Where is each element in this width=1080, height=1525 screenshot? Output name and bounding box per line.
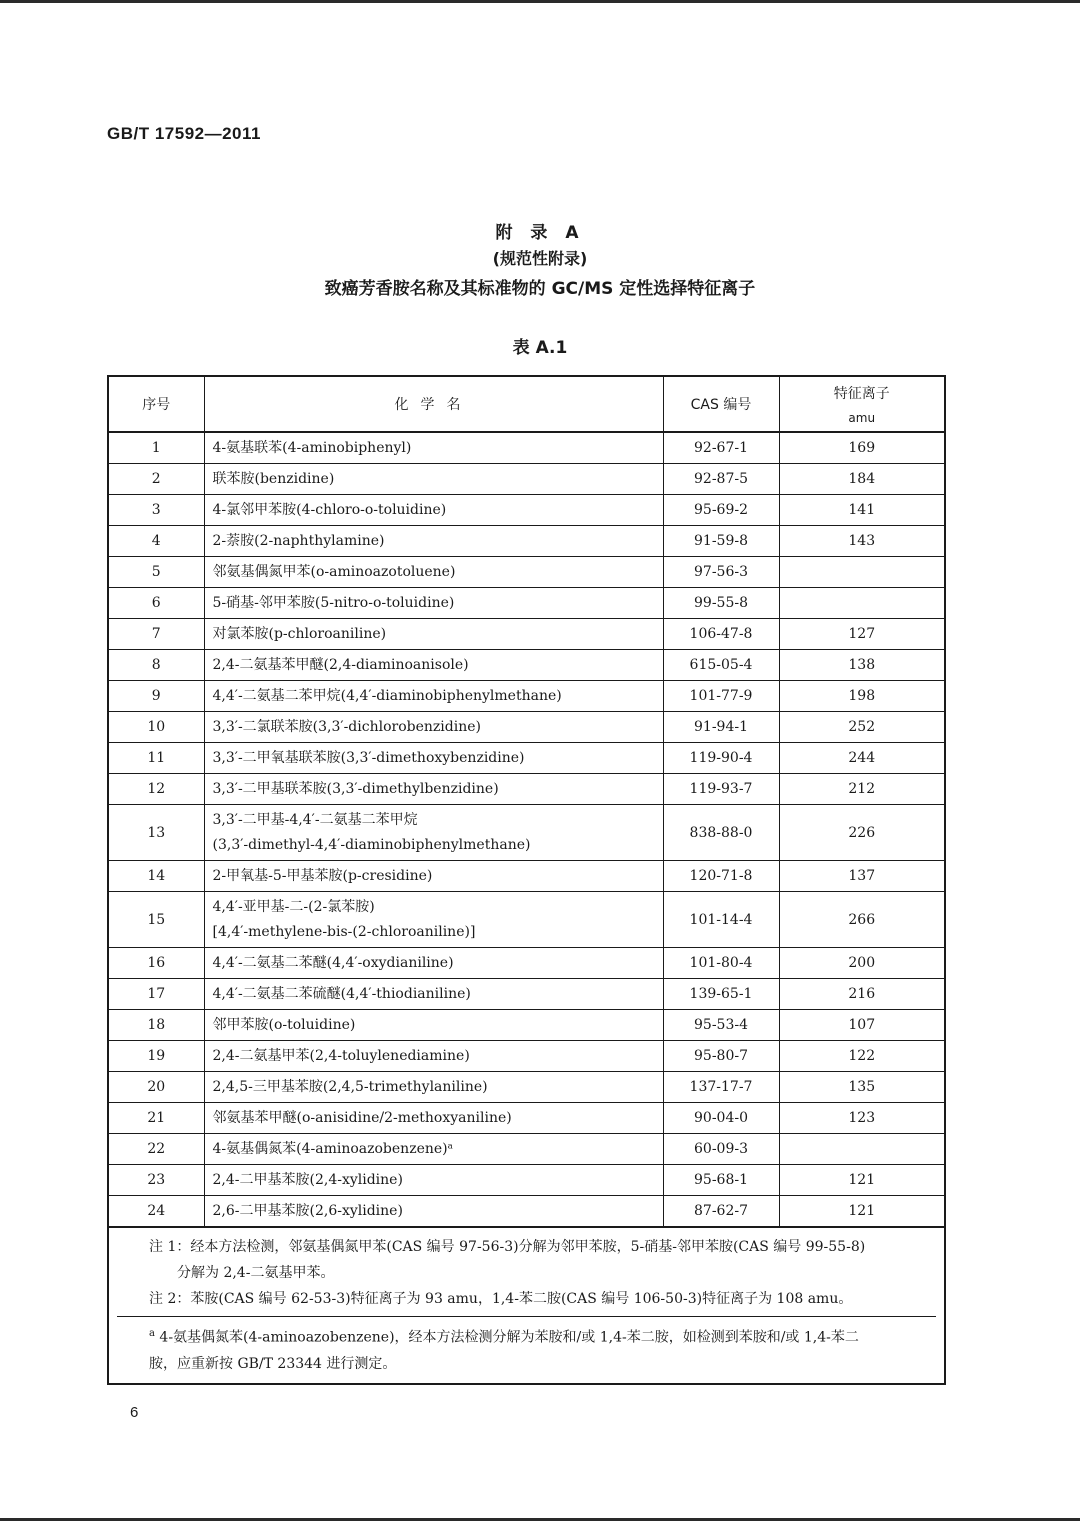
- appendix-title: 附 录 A: [495, 223, 585, 243]
- cell-index: 13: [108, 805, 204, 861]
- chemical-name-line: 2,4-二氨基甲苯(2,4-toluylenediamine): [212, 1047, 470, 1064]
- table-row: [108, 1165, 945, 1196]
- cell-cas: 838-88-0: [663, 805, 779, 861]
- table-row: [108, 774, 945, 805]
- cell-ion: 122: [779, 1041, 945, 1072]
- cell-cas: 101-77-9: [663, 681, 779, 712]
- cell-index: 1: [108, 432, 204, 464]
- table-row: [108, 948, 945, 979]
- cell-cas: 60-09-3: [663, 1134, 779, 1165]
- cell-index: 20: [108, 1072, 204, 1103]
- cell-cas: 95-53-4: [663, 1010, 779, 1041]
- table-row: [108, 1196, 945, 1228]
- cell-cas: 139-65-1: [663, 979, 779, 1010]
- cell-chemical-name: [204, 1165, 663, 1196]
- cell-ion: 127: [779, 619, 945, 650]
- chemical-name-line: (3,3′-dimethyl-4,4′-diaminobiphenylmethane): [212, 836, 531, 853]
- cell-index: 17: [108, 979, 204, 1010]
- cell-ion: 141: [779, 495, 945, 526]
- bottom-border-rule: [0, 1518, 1080, 1521]
- cell-ion: [779, 557, 945, 588]
- footnote-line-2: 胺，应重新按 GB/T 23344 进行测定。: [149, 1355, 397, 1372]
- table-header: [108, 376, 945, 432]
- chemical-name-line: 2,4-二氨基苯甲醚(2,4-diaminoanisole): [212, 656, 469, 673]
- table-row: [108, 1010, 945, 1041]
- cell-index: 7: [108, 619, 204, 650]
- cell-ion: 252: [779, 712, 945, 743]
- table-row: [108, 979, 945, 1010]
- table-row: [108, 892, 945, 948]
- cell-chemical-name: [204, 619, 663, 650]
- cell-index: 23: [108, 1165, 204, 1196]
- chemical-name-line: 3,3′-二甲基联苯胺(3,3′-dimethylbenzidine): [212, 780, 499, 797]
- table-row: [108, 1041, 945, 1072]
- note-1-line-2: 分解为 2,4-二氨基甲苯。: [177, 1265, 335, 1281]
- chemical-name-line: 邻甲苯胺(o-toluidine): [212, 1016, 356, 1033]
- cell-cas: 119-90-4: [663, 743, 779, 774]
- cell-chemical-name: [204, 1134, 663, 1165]
- chemical-name-line: 4-氯邻甲苯胺(4-chloro-o-toluidine): [212, 501, 447, 518]
- cell-ion: 137: [779, 861, 945, 892]
- chemical-name-line: 5-硝基-邻甲苯胺(5-nitro-o-toluidine): [212, 594, 455, 611]
- footnote-mark: a: [149, 1328, 155, 1339]
- cell-chemical-name: [204, 743, 663, 774]
- cell-ion: 216: [779, 979, 945, 1010]
- table-notes: [108, 1227, 945, 1384]
- appendix-type: (规范性附录): [492, 249, 588, 268]
- amine-table-container: [107, 375, 944, 1385]
- header-ion: [779, 376, 945, 432]
- cell-index: 19: [108, 1041, 204, 1072]
- table-title: 表 A.1: [512, 338, 568, 358]
- cell-cas: 95-80-7: [663, 1041, 779, 1072]
- cell-cas: 91-59-8: [663, 526, 779, 557]
- cell-ion: 138: [779, 650, 945, 681]
- header-cas: CAS 编号: [663, 376, 779, 432]
- cell-chemical-name: [204, 892, 663, 948]
- cell-ion: 198: [779, 681, 945, 712]
- chemical-name-line: 邻氨基偶氮甲苯(o-aminoazotoluene): [212, 563, 456, 580]
- notes-cell: [108, 1227, 945, 1384]
- cell-index: 15: [108, 892, 204, 948]
- document-code: GB/T 17592—2011: [107, 124, 261, 143]
- table-row: [108, 681, 945, 712]
- cell-index: 10: [108, 712, 204, 743]
- footnote-line-1: 4-氨基偶氮苯(4-aminoazobenzene)，经本方法检测分解为苯胺和/或 1,4-苯二胺，如检测到苯胺和/或 1,4-苯二: [159, 1329, 859, 1346]
- cell-chemical-name: [204, 1010, 663, 1041]
- cell-cas: 119-93-7: [663, 774, 779, 805]
- cell-index: 5: [108, 557, 204, 588]
- table-row: [108, 1134, 945, 1165]
- cell-chemical-name: [204, 650, 663, 681]
- cell-chemical-name: [204, 805, 663, 861]
- cell-index: 16: [108, 948, 204, 979]
- cell-chemical-name: [204, 861, 663, 892]
- cell-chemical-name: [204, 432, 663, 464]
- cell-chemical-name: [204, 681, 663, 712]
- cell-ion: [779, 588, 945, 619]
- top-border-rule: [0, 0, 1080, 3]
- cell-index: 14: [108, 861, 204, 892]
- chemical-name-line: 2-萘胺(2-naphthylamine): [212, 532, 385, 549]
- cell-index: 2: [108, 464, 204, 495]
- chemical-name-line: 2,4-二甲基苯胺(2,4-xylidine): [212, 1171, 403, 1188]
- note-1: [149, 1234, 936, 1260]
- cell-ion: 143: [779, 526, 945, 557]
- cell-ion: 121: [779, 1196, 945, 1228]
- chemical-name-line: 4-氨基联苯(4-aminobiphenyl): [212, 439, 412, 456]
- cell-chemical-name: [204, 774, 663, 805]
- cell-ion: 266: [779, 892, 945, 948]
- chemical-name-line: 3,3′-二氯联苯胺(3,3′-dichlorobenzidine): [212, 718, 481, 735]
- cell-chemical-name: [204, 1196, 663, 1228]
- cell-cas: 101-14-4: [663, 892, 779, 948]
- cell-cas: 91-94-1: [663, 712, 779, 743]
- cell-cas: 137-17-7: [663, 1072, 779, 1103]
- note-2: 注 2：苯胺(CAS 编号 62-53-3)特征离子为 93 amu，1,4-苯二胺(CAS 编号 106-50-3)特征离子为 108 amu。: [149, 1291, 853, 1307]
- cell-index: 21: [108, 1103, 204, 1134]
- chemical-name-line: 联苯胺(benzidine): [212, 470, 335, 487]
- table-row: [108, 495, 945, 526]
- cell-index: 9: [108, 681, 204, 712]
- chemical-name-line: 2-甲氧基-5-甲基苯胺(p-cresidine): [212, 867, 433, 884]
- cell-index: 8: [108, 650, 204, 681]
- chemical-name-line: 2,4,5-三甲基苯胺(2,4,5-trimethylaniline): [212, 1078, 488, 1095]
- cell-cas: 95-68-1: [663, 1165, 779, 1196]
- cell-chemical-name: [204, 495, 663, 526]
- cell-chemical-name: [204, 1041, 663, 1072]
- chemical-name-line: 3,3′-二甲基-4,4′-二氨基二苯甲烷: [212, 811, 418, 828]
- cell-ion: 107: [779, 1010, 945, 1041]
- table-row: [108, 1072, 945, 1103]
- cell-cas: 106-47-8: [663, 619, 779, 650]
- cell-index: 12: [108, 774, 204, 805]
- note-1-line-1: 注 1：经本方法检测，邻氨基偶氮甲苯(CAS 编号 97-56-3)分解为邻甲苯胺，5-硝基-邻甲苯胺(CAS 编号 99-55-8): [149, 1239, 866, 1255]
- cell-chemical-name: [204, 1103, 663, 1134]
- table-row: [108, 464, 945, 495]
- cell-ion: 184: [779, 464, 945, 495]
- cell-ion: 135: [779, 1072, 945, 1103]
- table-row: [108, 650, 945, 681]
- cell-cas: 99-55-8: [663, 588, 779, 619]
- table-row: [108, 805, 945, 861]
- chemical-name-line: 邻氨基苯甲醚(o-anisidine/2-methoxyaniline): [212, 1109, 512, 1126]
- cell-cas: 87-62-7: [663, 1196, 779, 1228]
- cell-ion: [779, 1134, 945, 1165]
- cell-cas: 92-67-1: [663, 432, 779, 464]
- cell-index: 4: [108, 526, 204, 557]
- cell-chemical-name: [204, 712, 663, 743]
- cell-chemical-name: [204, 1072, 663, 1103]
- table-row: [108, 861, 945, 892]
- cell-chemical-name: [204, 464, 663, 495]
- footnote-separator: [117, 1316, 936, 1317]
- cell-ion: 212: [779, 774, 945, 805]
- table-row: [108, 432, 945, 464]
- chemical-name-line: 4,4′-二氨基二苯甲烷(4,4′-diaminobiphenylmethane): [212, 687, 562, 704]
- table-row: [108, 743, 945, 774]
- amine-table: [107, 375, 946, 1385]
- table-row: [108, 1103, 945, 1134]
- header-chemical-name: 化学名: [204, 376, 663, 432]
- cell-ion: 200: [779, 948, 945, 979]
- cell-index: 11: [108, 743, 204, 774]
- cell-ion: 244: [779, 743, 945, 774]
- cell-chemical-name: [204, 526, 663, 557]
- table-row: [108, 712, 945, 743]
- cell-chemical-name: [204, 948, 663, 979]
- cell-cas: 101-80-4: [663, 948, 779, 979]
- footnote-a: [149, 1321, 936, 1351]
- header-index: 序号: [108, 376, 204, 432]
- table-row: [108, 619, 945, 650]
- cell-ion: 169: [779, 432, 945, 464]
- cell-index: 24: [108, 1196, 204, 1228]
- chemical-name-line: [4,4′-methylene-bis-(2-chloroaniline)]: [212, 923, 476, 940]
- cell-chemical-name: [204, 979, 663, 1010]
- cell-cas: 97-56-3: [663, 557, 779, 588]
- chemical-name-line: 2,6-二甲基苯胺(2,6-xylidine): [212, 1202, 403, 1219]
- table-row: [108, 588, 945, 619]
- cell-cas: 120-71-8: [663, 861, 779, 892]
- chemical-name-line: 对氯苯胺(p-chloroaniline): [212, 625, 387, 642]
- chemical-name-line: 3,3′-二甲氧基联苯胺(3,3′-dimethoxybenzidine): [212, 749, 525, 766]
- chemical-name-line: 4,4′-亚甲基-二-(2-氯苯胺): [212, 898, 375, 915]
- chemical-name-line: 4,4′-二氨基二苯醚(4,4′-oxydianiline): [212, 954, 454, 971]
- table-row: [108, 557, 945, 588]
- header-ion-label: 特征离子: [833, 386, 890, 402]
- page-number: 6: [130, 1404, 139, 1421]
- cell-cas: 95-69-2: [663, 495, 779, 526]
- cell-index: 3: [108, 495, 204, 526]
- cell-ion: 123: [779, 1103, 945, 1134]
- cell-ion: 121: [779, 1165, 945, 1196]
- cell-cas: 615-05-4: [663, 650, 779, 681]
- header-ion-unit: amu: [848, 411, 876, 425]
- chemical-name-line: 4,4′-二氨基二苯硫醚(4,4′-thiodianiline): [212, 985, 471, 1002]
- cell-chemical-name: [204, 588, 663, 619]
- cell-ion: 226: [779, 805, 945, 861]
- cell-index: 6: [108, 588, 204, 619]
- table-row: [108, 526, 945, 557]
- table-body: [108, 432, 945, 1227]
- chemical-name-line: 4-氨基偶氮苯(4-aminoazobenzene)ᵃ: [212, 1140, 454, 1157]
- cell-cas: 90-04-0: [663, 1103, 779, 1134]
- cell-chemical-name: [204, 557, 663, 588]
- cell-index: 22: [108, 1134, 204, 1165]
- cell-cas: 92-87-5: [663, 464, 779, 495]
- appendix-caption: 致癌芳香胺名称及其标准物的 GC/MS 定性选择特征离子: [324, 279, 756, 299]
- cell-index: 18: [108, 1010, 204, 1041]
